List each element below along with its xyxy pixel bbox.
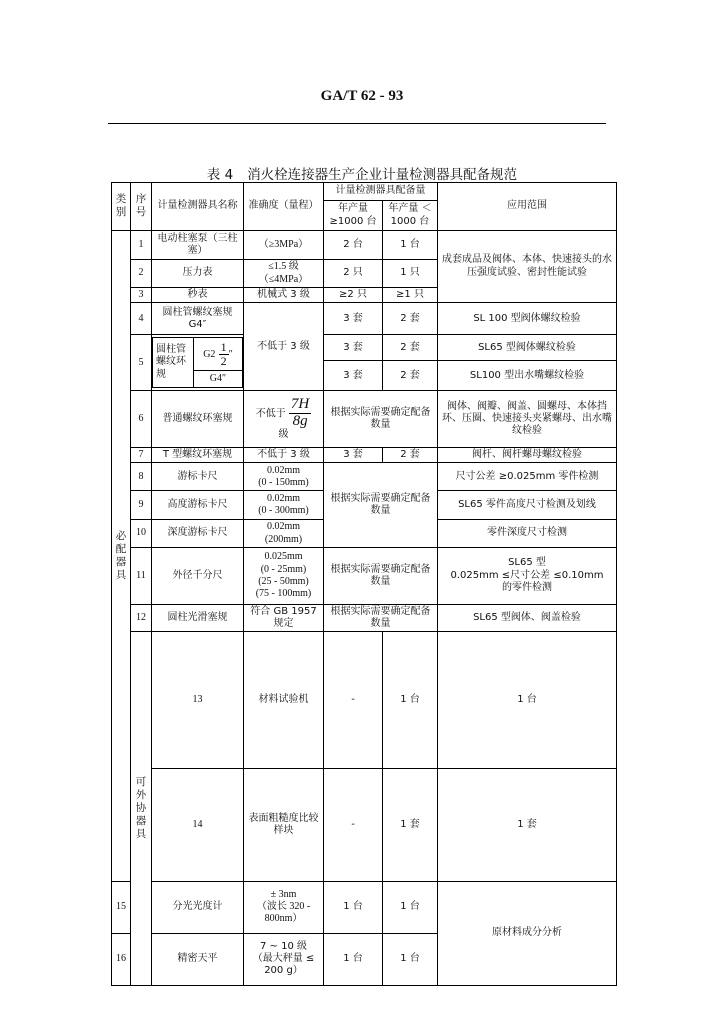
col-name: 计量检测器具名称 [152, 183, 244, 231]
table-row: 2 压力表 ≤1.5 级 （≤4MPa） 2 只 1 只 [112, 260, 617, 288]
table-row: 必配器具 1 电动柱塞泵（三柱塞） （≥3MPa） 2 台 1 台 成套成品及阀体、本体、快速接头的水压强度试验、密封性能试验 [112, 231, 617, 260]
category-outsourced: 可外协器具 [131, 632, 152, 986]
table-row: 16 精密天平 7 ~ 10 级 （最大秤量 ≤ 200 g） 1 台 1 台 [112, 933, 617, 985]
table-row: 3 套 2 套 SL100 型出水嘴螺纹检验 [112, 361, 617, 391]
table-row: 7 T 型螺纹环塞规 不低于 3 级 3 套 2 套 阀杆、阀杆螺母螺纹检验 [112, 448, 617, 463]
table-title: 消火栓连接器生产企业计量检测器具配备规范 [247, 167, 518, 183]
table-number: 表 4 [206, 167, 234, 183]
table-row: 8 游标卡尺 0.02mm (0 - 150mm) 根据实际需要确定配备数量 尺寸公差 ≥0.025mm 零件检测 [112, 463, 617, 491]
table-row: 5 圆柱管螺纹环规 G2 $\frac{1}{2}$ ″ G4″ 3 套 2 套 SL65 型阀体螺纹检验 [112, 335, 617, 361]
col-accuracy: 准确度（量程） [244, 183, 324, 231]
scope-material-analysis: 原材料成分分析 [438, 881, 617, 985]
table-row: 9 高度游标卡尺 0.02mm (0 - 300mm) SL65 零件高度尺寸检测及划线 [112, 491, 617, 520]
table-row: 可外协器具 13 材料试验机 - 1 台 1 台 [112, 632, 617, 769]
table-row: 12 圆柱光滑塞规 符合 GB 1957 规定 根据实际需要确定配备数量 SL65 型阀体、阀盖检验 [112, 604, 617, 631]
table-row: 4 圆柱管螺纹塞规 G4″ 不低于 3 级 3 套 2 套 SL 100 型阀体螺纹检验 [112, 303, 617, 335]
col-config-high: 年产量 ≥1000 台 [324, 201, 383, 231]
standard-code: GA/T 62 - 93 [320, 88, 404, 104]
table-row: 14 表面粗糙度比较样块 - 1 套 1 套 [112, 769, 617, 882]
scope-hydro-test: 成套成品及阀体、本体、快速接头的水压强度试验、密封性能试验 [438, 231, 617, 303]
table-row: 10 深度游标卡尺 0.02mm (200mm) 零件深度尺寸检测 [112, 520, 617, 547]
table-header-row [112, 183, 617, 201]
table-row: 11 外径千分尺 0.025mm (0 - 25mm) (25 - 50mm) (75 - 100mm) 根据实际需要确定配备数量 SL65 型 0.025mm ≤尺寸公差 ≤0.10mm 的零件检测 [112, 547, 617, 604]
col-config-low: 年产量 ＜1000 台 [383, 201, 438, 231]
equipment-table [111, 182, 617, 986]
accuracy-grade-3: 不低于 3 级 [244, 303, 324, 391]
table-row: 15 分光光度计 ± 3nm （波长 320 - 800nm） 1 台 1 台 原材料成分分析 [112, 881, 617, 933]
category-required: 必配器具 [112, 231, 131, 882]
col-seq: 序 号 [131, 183, 152, 231]
table-caption [0, 163, 724, 183]
table-row: 3 秒表 机械式 3 级 ≥2 只 ≥1 只 [112, 288, 617, 303]
col-scope: 应用范围 [438, 183, 617, 231]
table-row: 6 普通螺纹环塞规 不低于 $\frac{7H}{8g}$ 级 根据实际需要确定配备数量 阀体、阀瓣、阀盖、圆螺母、本体挡环、压圈、快速接头夹紧螺母、出水嘴纹检验 [112, 391, 617, 448]
header-rule [108, 123, 606, 124]
col-config: 计量检测器具配备量 [324, 183, 438, 201]
col-category: 类 别 [112, 183, 131, 231]
